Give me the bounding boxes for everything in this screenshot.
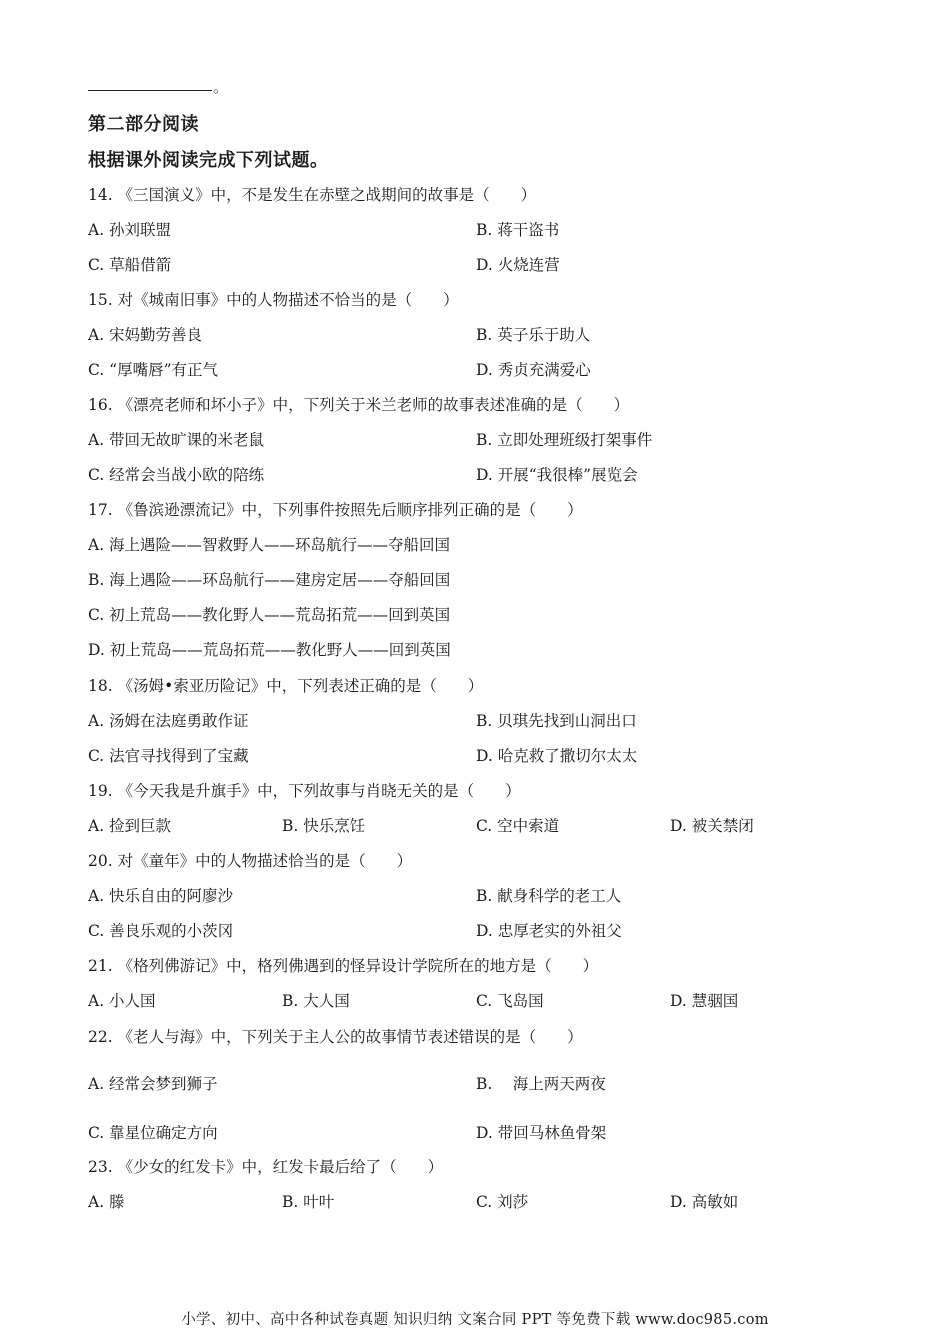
option-16-c: C. 经常会当战小欧的陪练 xyxy=(88,466,265,484)
blank-period: 。 xyxy=(213,78,229,96)
question-17: 17. 《鲁滨逊漂流记》中，下列事件按照先后顺序排列正确的是（ ） xyxy=(88,501,583,519)
question-18: 18. 《汤姆•索亚历险记》中，下列表述正确的是（ ） xyxy=(88,677,484,695)
option-22-a: A. 经常会梦到狮子 xyxy=(88,1075,218,1093)
option-21-b: B. 大人国 xyxy=(282,992,350,1010)
question-22: 22. 《老人与海》中，下列关于主人公的故事情节表述错误的是（ ） xyxy=(88,1028,583,1046)
option-23-c: C. 刘莎 xyxy=(476,1193,529,1211)
option-19-d: D. 被关禁闭 xyxy=(670,817,754,835)
option-22-b: B. 海上两天两夜 xyxy=(476,1075,606,1093)
option-16-b: B. 立即处理班级打架事件 xyxy=(476,431,653,449)
question-14: 14. 《三国演义》中，不是发生在赤壁之战期间的故事是（ ） xyxy=(88,186,537,204)
answer-blank-line xyxy=(88,76,212,91)
option-16-a: A. 带回无故旷课的米老鼠 xyxy=(88,431,265,449)
option-15-a: A. 宋妈勤劳善良 xyxy=(88,326,203,344)
option-14-c: C. 草船借箭 xyxy=(88,256,172,274)
question-19: 19. 《今天我是升旗手》中，下列故事与肖晓无关的是（ ） xyxy=(88,782,521,800)
option-21-c: C. 飞岛国 xyxy=(476,992,544,1010)
option-14-d: D. 火烧连营 xyxy=(476,256,560,274)
option-18-c: C. 法官寻找得到了宝藏 xyxy=(88,747,249,765)
option-18-b: B. 贝琪先找到山洞出口 xyxy=(476,712,637,730)
page-footer: 小学、初中、高中各种试卷真题 知识归纳 文案合同 PPT 等免费下载 www.doc985.com xyxy=(181,1312,769,1328)
option-19-a: A. 捡到巨款 xyxy=(88,817,172,835)
option-17-a: A. 海上遇险——智救野人——环岛航行——夺船回国 xyxy=(88,536,451,554)
option-15-d: D. 秀贞充满爱心 xyxy=(476,361,591,379)
option-14-a: A. 孙刘联盟 xyxy=(88,221,172,239)
option-19-b: B. 快乐烹饪 xyxy=(282,817,366,835)
option-18-a: A. 汤姆在法庭勇敢作证 xyxy=(88,712,249,730)
option-14-b: B. 蒋干盗书 xyxy=(476,221,560,239)
question-16: 16. 《漂亮老师和坏小子》中，下列关于米兰老师的故事表述准确的是（ ） xyxy=(88,396,630,414)
option-15-c: C. “厚嘴唇”有正气 xyxy=(88,361,219,379)
option-20-d: D. 忠厚老实的外祖父 xyxy=(476,922,622,940)
question-15: 15. 对《城南旧事》中的人物描述不恰当的是（ ） xyxy=(88,291,459,309)
option-16-d: D. 开展“我很棒”展览会 xyxy=(476,466,638,484)
option-21-a: A. 小人国 xyxy=(88,992,156,1010)
question-23: 23. 《少女的红发卡》中，红发卡最后给了（ ） xyxy=(88,1158,444,1176)
instruction: 根据课外阅读完成下列试题。 xyxy=(88,150,329,171)
option-15-b: B. 英子乐于助人 xyxy=(476,326,591,344)
option-20-c: C. 善良乐观的小茨冈 xyxy=(88,922,234,940)
option-21-d: D. 慧骃国 xyxy=(670,992,739,1010)
option-17-c: C. 初上荒岛——教化野人——荒岛拓荒——回到英国 xyxy=(88,606,451,624)
option-17-b: B. 海上遇险——环岛航行——建房定居——夺船回国 xyxy=(88,571,451,589)
option-20-b: B. 献身科学的老工人 xyxy=(476,887,622,905)
option-23-d: D. 高敏如 xyxy=(670,1193,739,1211)
option-17-d: D. 初上荒岛——荒岛拓荒——教化野人——回到英国 xyxy=(88,641,451,659)
option-23-b: B. 叶叶 xyxy=(282,1193,335,1211)
option-23-a: A. 滕 xyxy=(88,1193,125,1211)
option-22-c: C. 靠星位确定方向 xyxy=(88,1124,218,1142)
section-title: 第二部分阅读 xyxy=(88,114,199,135)
question-21: 21. 《格列佛游记》中，格列佛遇到的怪异设计学院所在的地方是（ ） xyxy=(88,957,599,975)
option-22-d: D. 带回马林鱼骨架 xyxy=(476,1124,607,1142)
question-20: 20. 对《童年》中的人物描述恰当的是（ ） xyxy=(88,852,413,870)
option-18-d: D. 哈克救了撒切尔太太 xyxy=(476,747,638,765)
option-20-a: A. 快乐自由的阿廖沙 xyxy=(88,887,234,905)
option-19-c: C. 空中索道 xyxy=(476,817,560,835)
